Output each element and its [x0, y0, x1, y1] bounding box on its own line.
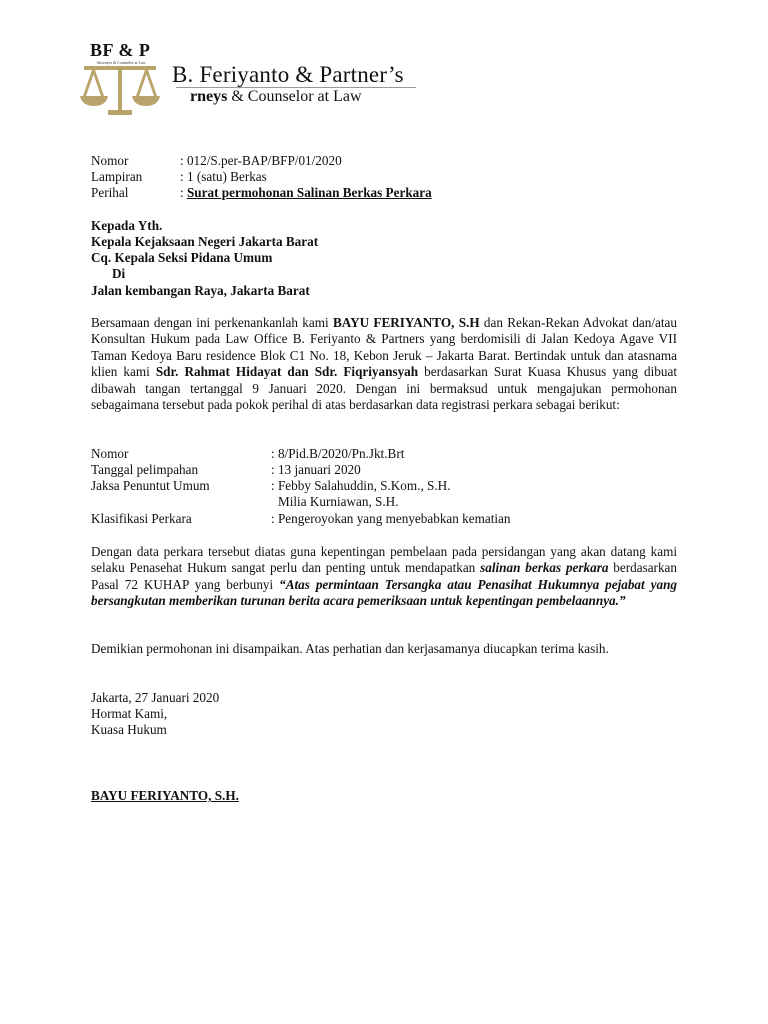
para2-kuhap-quote: “Atas permintaan Tersangka atau Penasihat Hukumnya pejabat yang bersangkutan memberikan turunan berita acara pemeriksaan untuk kepentingan pembelaannya.”	[91, 576, 677, 609]
firm-logo	[78, 40, 168, 120]
case-label-nomor: Nomor	[91, 446, 129, 461]
scales-of-justice-icon	[78, 62, 162, 118]
case-label-tanggal: Tanggal pelimpahan	[91, 462, 199, 477]
firm-subtitle	[190, 88, 362, 106]
field-value-perihal	[180, 185, 432, 201]
para2-emphasis-salinan: salinan berkas perkara	[480, 560, 609, 576]
para1-text-c: berdasarkan Surat Kuasa Khusus yang dibuat dibawah tangan tertanggal 9 Januari 2020. Dengan ini bermaksud untuk mengajukan permohonan sebagaimana tersebut pada pokok perihal di atas berdasarkan data registrasi perkara sebagai berikut:	[91, 364, 677, 413]
recipient-salutation: Kepada Yth.	[91, 218, 163, 233]
field-label-lampiran: Lampiran	[91, 169, 143, 184]
recipient-di: Di	[112, 266, 126, 281]
para2-text-b: berdasarkan Pasal 72 KUHAP yang berbunyi	[91, 560, 677, 592]
case-value-jaksa-1: : Febby Salahuddin, S.Kom., S.H.	[271, 478, 451, 493]
case-value-nomor: : 8/Pid.B/2020/Pn.Jkt.Brt	[271, 446, 405, 461]
perihal-subject: Surat permohonan Salinan Berkas Perkara	[186, 185, 432, 200]
closing-role: Kuasa Hukum	[91, 722, 167, 737]
recipient-office: Kepala Kejaksaan Negeri Jakarta Barat	[91, 234, 319, 249]
firm-name: B. Feriyanto & Partner’s	[172, 62, 404, 87]
logo-tagline: Attorneys & Counselor at Law	[96, 60, 146, 65]
case-value-jaksa-2: Milia Kurniawan, S.H.	[278, 494, 399, 509]
firm-subtitle-rest: & Counselor at Law	[227, 88, 362, 105]
para1-text-b: dan Rekan-Rekan Advokat dan/atau Konsultan Hukum pada Law Office B. Feriyanto & Partners yang berdomisili di Jalan Kedoya Agave VII Taman Kedoya Baru residence Blok C1 No. 18, Kebon Jeruk – Jakarta Barat. Bertindak untuk dan atasnama klien kami	[91, 315, 677, 380]
case-label-klasifikasi: Klasifikasi Perkara	[91, 511, 192, 526]
firm-subtitle-bold: rneys	[190, 88, 228, 105]
perihal-colon: :	[180, 185, 187, 200]
closing-place-date: Jakarta, 27 Januari 2020	[91, 690, 220, 705]
field-label-nomor: Nomor	[91, 153, 129, 168]
field-value-nomor: : 012/S.per-BAP/BFP/01/2020	[180, 153, 342, 168]
signatory-name: BAYU FERIYANTO, S.H.	[91, 788, 239, 803]
logo-initials: BF & P	[90, 40, 151, 60]
para1-text-a: Bersamaan dengan ini perkenankanlah kami	[91, 315, 333, 330]
para2-text-a: Dengan data perkara tersebut diatas guna kepentingan pembelaan pada persidangan yang akan datang kami selaku Penasehat Hukum sangat perlu dan penting untuk mendapatkan	[91, 544, 677, 576]
recipient-address: Jalan kembangan Raya, Jakarta Barat	[91, 283, 310, 298]
field-label-perihal: Perihal	[91, 185, 129, 200]
case-value-tanggal: : 13 januari 2020	[271, 462, 361, 477]
body-paragraph-1	[91, 315, 677, 413]
body-paragraph-2	[91, 544, 677, 610]
field-value-lampiran: : 1 (satu) Berkas	[180, 169, 267, 184]
body-paragraph-3: Demikian permohonan ini disampaikan. Atas perhatian dan kerjasamanya diucapkan terima kasih.	[91, 641, 609, 656]
closing-regards: Hormat Kami,	[91, 706, 168, 721]
case-value-klasifikasi: : Pengeroyokan yang menyebabkan kematian	[271, 511, 511, 526]
para1-client-names: Sdr. Rahmat Hidayat dan Sdr. Fiqriyansyah	[155, 364, 419, 380]
para1-attorney-name: BAYU FERIYANTO, S.H	[332, 315, 480, 330]
recipient-attention: Cq. Kepala Seksi Pidana Umum	[91, 250, 273, 265]
case-label-jaksa: Jaksa Penuntut Umum	[91, 478, 210, 493]
